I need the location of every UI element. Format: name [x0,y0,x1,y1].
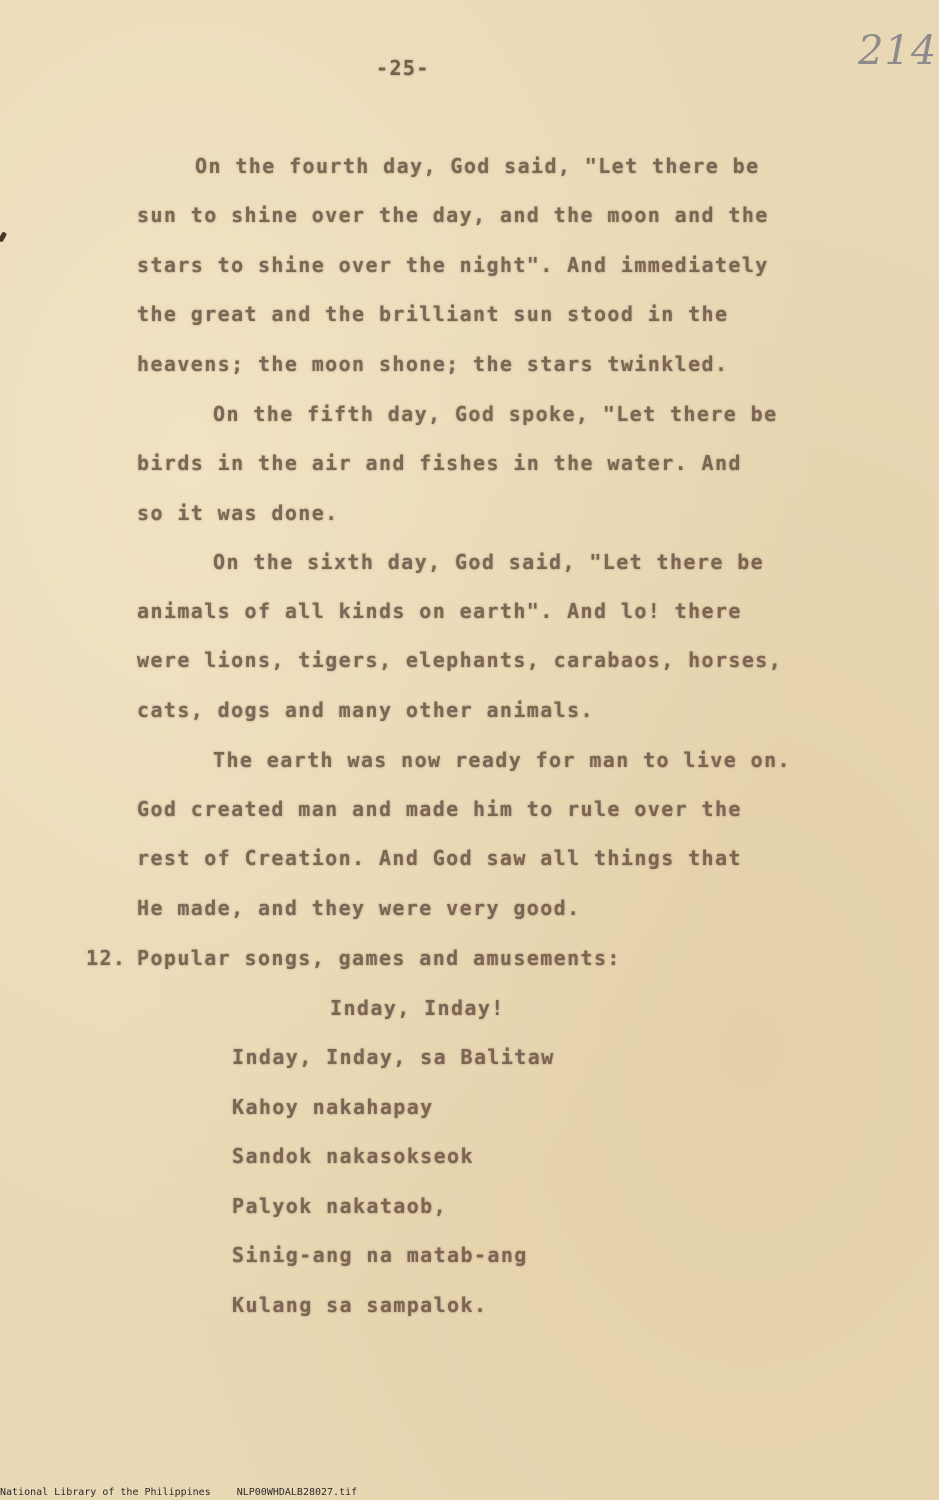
scan-footer [0,1487,383,1498]
song-line-2: Kahoy nakahapay [232,1095,434,1119]
song-line-4: Palyok nakataob, [232,1194,448,1218]
handwritten-folio-number: 214 [858,28,938,74]
paragraph-2-line-2: birds in the air and fishes in the water. And [137,451,742,475]
song-line-3: Sandok nakasokseok [232,1144,474,1168]
paragraph-2-line-3: so it was done. [137,501,339,525]
section-number: 12. [86,946,127,970]
paragraph-2-line-1: On the fifth day, God spoke, "Let there be [213,402,778,426]
paragraph-1-line-2: sun to shine over the day, and the moon and the [137,203,769,227]
paragraph-4-line-3: rest of Creation. And God saw all things that [137,846,742,870]
paragraph-3-line-2: animals of all kinds on earth". And lo! there [137,599,742,623]
paragraph-4-line-1: The earth was now ready for man to live on. [213,748,791,772]
ink-blot [0,231,7,242]
paragraph-1-line-1: On the fourth day, God said, "Let there be [195,154,760,178]
song-title: Inday, Inday! [330,996,505,1020]
song-line-1: Inday, Inday, sa Balitaw [232,1045,555,1069]
page-number: -25- [376,56,430,80]
paragraph-4-line-2: God created man and made him to rule over the [137,797,742,821]
paragraph-4-line-4: He made, and they were very good. [137,896,581,920]
paragraph-1-line-4: the great and the brilliant sun stood in the [137,302,729,326]
song-line-6: Kulang sa sampalok. [232,1293,488,1317]
paragraph-1-line-5: heavens; the moon shone; the stars twinkled. [137,352,729,376]
footer-institution: National Library of the Philippines [0,1487,211,1498]
section-heading: Popular songs, games and amusements: [137,946,621,970]
song-line-5: Sinig-ang na matab-ang [232,1243,528,1267]
footer-filename: NLP00WHDALB28027.tif [236,1487,358,1498]
paragraph-3-line-3: were lions, tigers, elephants, carabaos, horses, [137,648,783,672]
paragraph-3-line-1: On the sixth day, God said, "Let there be [213,550,765,574]
paragraph-1-line-3: stars to shine over the night". And immediately [137,253,769,277]
paragraph-3-line-4: cats, dogs and many other animals. [137,698,594,722]
